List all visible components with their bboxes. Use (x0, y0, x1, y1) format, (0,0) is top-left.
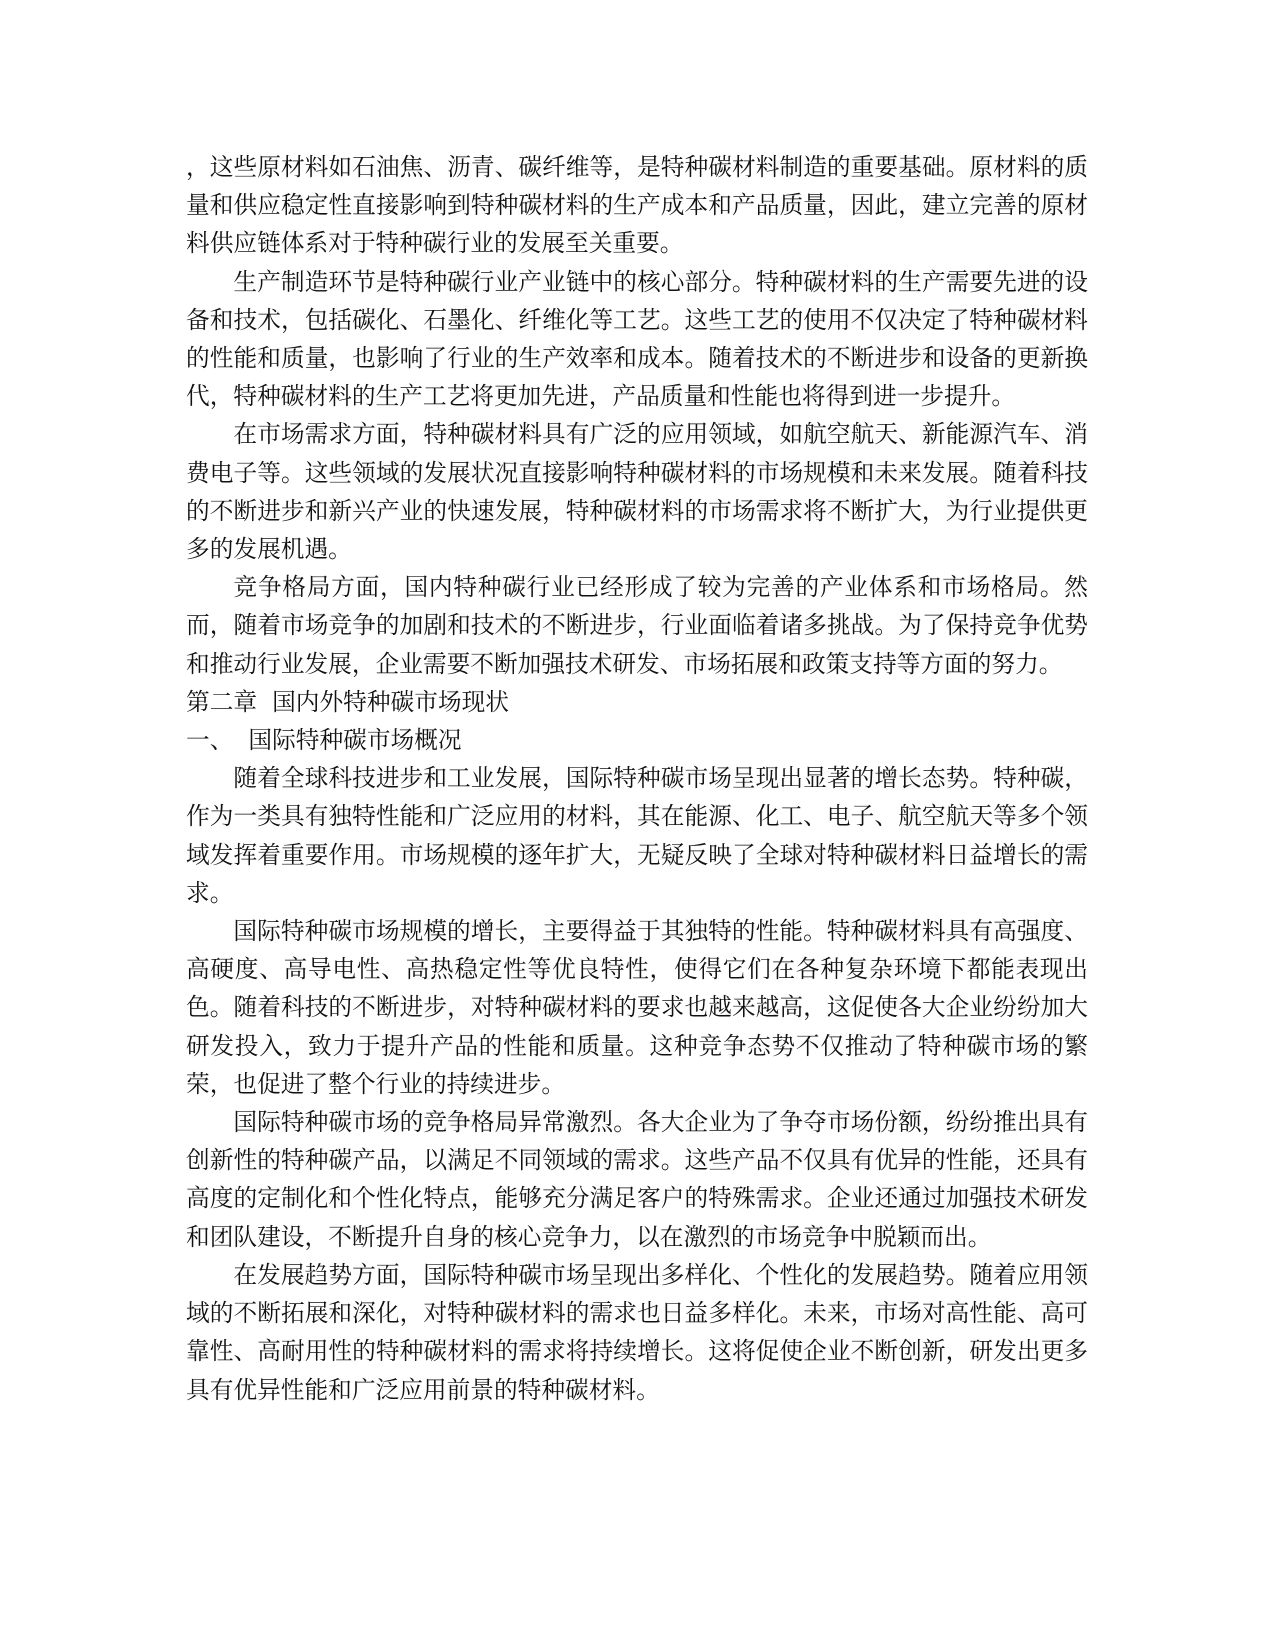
body-paragraph: 国际特种碳市场的竞争格局异常激烈。各大企业为了争夺市场份额，纷纷推出具有创新性的特种碳产品，以满足不同领域的需求。这些产品不仅具有优异的性能，还具有高度的定制化和个性化特点，能够充分满足客户的特殊需求。企业还通过加强技术研发和团队建设，不断提升自身的核心竞争力，以在激烈的市场竞争中脱颖而出。 (186, 1108, 1088, 1251)
document-body (186, 148, 1088, 1409)
body-paragraph: 随着全球科技进步和工业发展，国际特种碳市场呈现出显著的增长态势。特种碳，作为一类具有独特性能和广泛应用的材料，其在能源、化工、电子、航空航天等多个领域发挥着重要作用。市场规模的逐年扩大，无疑反映了全球对特种碳材料日益增长的需求。 (186, 764, 1088, 907)
section-heading: 一、 国际特种碳市场概况 (186, 726, 462, 755)
body-paragraph: 国际特种碳市场规模的增长，主要得益于其独特的性能。特种碳材料具有高强度、高硬度、高导电性、高热稳定性等优良特性，使得它们在各种复杂环境下都能表现出色。随着科技的不断进步，对特种碳材料的要求也越来越高，这促使各大企业纷纷加大研发投入，致力于提升产品的性能和质量。这种竞争态势不仅推动了特种碳市场的繁荣，也促进了整个行业的持续进步。 (186, 917, 1088, 1098)
body-paragraph: 生产制造环节是特种碳行业产业链中的核心部分。特种碳材料的生产需要先进的设备和技术，包括碳化、石墨化、纤维化等工艺。这些工艺的使用不仅决定了特种碳材料的性能和质量，也影响了行业的生产效率和成本。随着技术的不断进步和设备的更新换代，特种碳材料的生产工艺将更加先进，产品质量和性能也将得到进一步提升。 (186, 267, 1088, 411)
body-paragraph: 在市场需求方面，特种碳材料具有广泛的应用领域，如航空航天、新能源汽车、消费电子等。这些领域的发展状况直接影响特种碳材料的市场规模和未来发展。随着科技的不断进步和新兴产业的快速发展，特种碳材料的市场需求将不断扩大，为行业提供更多的发展机遇。 (186, 420, 1088, 564)
body-paragraph: 竞争格局方面，国内特种碳行业已经形成了较为完善的产业体系和市场格局。然而，随着市场竞争的加剧和技术的不断进步，行业面临着诸多挑战。为了保持竞争优势和推动行业发展，企业需要不断加强技术研发、市场拓展和政策支持等方面的努力。 (186, 573, 1088, 678)
chapter-heading: 第二章 国内外特种碳市场现状 (186, 687, 509, 716)
body-paragraph: ，这些原材料如石油焦、沥青、碳纤维等，是特种碳材料制造的重要基础。原材料的质量和供应稳定性直接影响到特种碳材料的生产成本和产品质量，因此，建立完善的原材料供应链体系对于特种碳行业的发展至关重要。 (186, 153, 1088, 258)
body-paragraph: 在发展趋势方面，国际特种碳市场呈现出多样化、个性化的发展趋势。随着应用领域的不断拓展和深化，对特种碳材料的需求也日益多样化。未来，市场对高性能、高可靠性、高耐用性的特种碳材料的需求将持续增长。这将促使企业不断创新，研发出更多具有优异性能和广泛应用前景的特种碳材料。 (186, 1260, 1088, 1404)
